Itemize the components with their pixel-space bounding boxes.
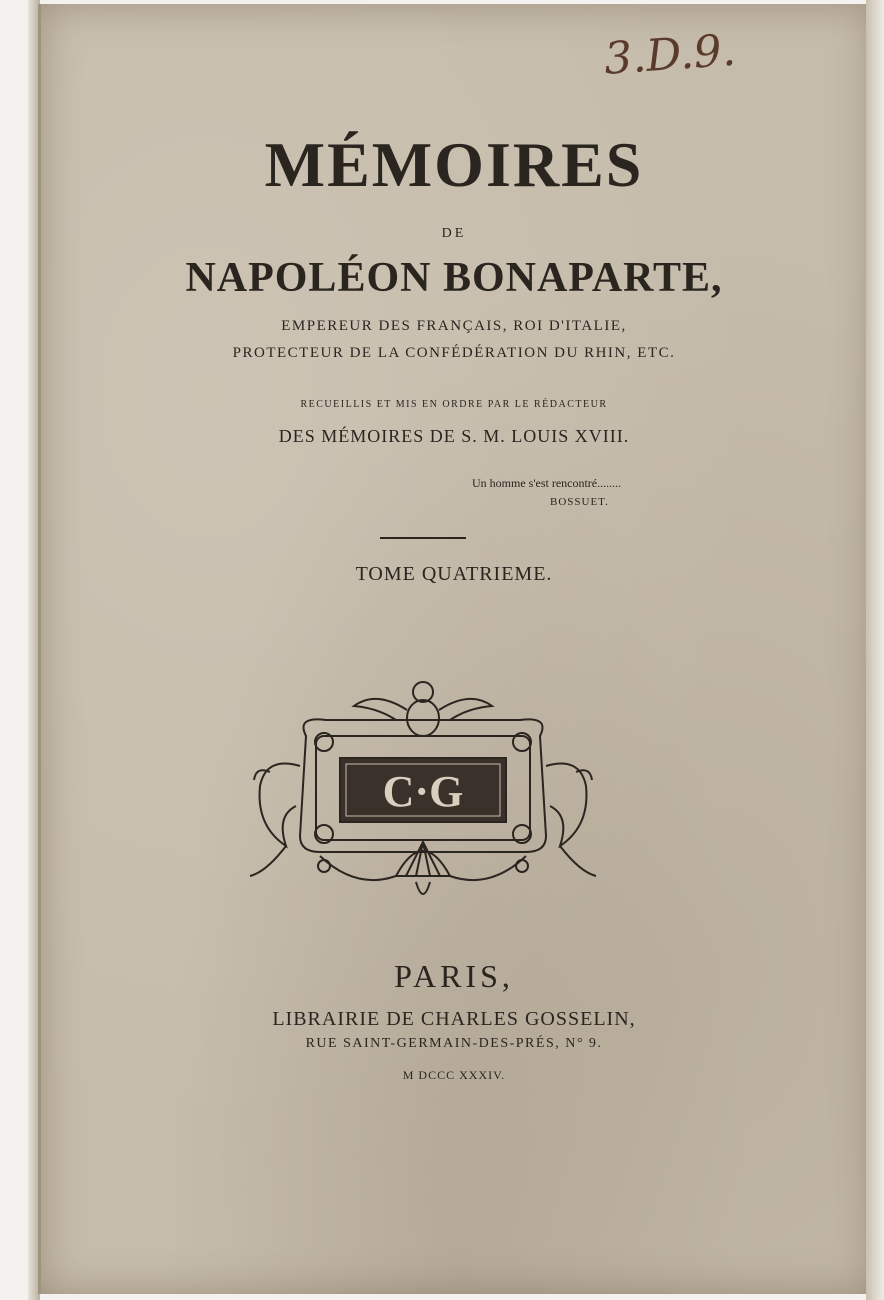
volume-label: TOME QUATRIEME. (355, 563, 553, 585)
divider-rule (380, 537, 466, 539)
epigraph-quote: Un homme s'est rencontré........ (472, 476, 622, 490)
editor-credit-line1: RECUEILLIS ET MIS EN ORDRE PAR LE RÉDACTEUR (300, 399, 608, 410)
author-name: NAPOLÉON BONAPARTE, (185, 255, 723, 301)
editor-credit-line2: DES MÉMOIRES DE S. M. LOUIS XVIII. (278, 426, 630, 446)
imprint-city: PARIS, (394, 958, 514, 994)
publisher-ornament (246, 676, 600, 912)
epigraph-author: BOSSUET. (550, 496, 609, 508)
imprint-address: RUE SAINT-GERMAIN-DES-PRÉS, N° 9. (305, 1036, 603, 1051)
handwritten-shelfmark: 3.D.9. (602, 24, 738, 85)
author-titles-line1: EMPEREUR DES FRANÇAIS, ROI D'ITALIE, (281, 318, 627, 334)
book-title: MÉMOIRES (264, 129, 644, 200)
author-titles-line2: PROTECTEUR DE LA CONFÉDÉRATION DU RHIN, ETC. (232, 345, 676, 361)
imprint-publisher: LIBRAIRIE DE CHARLES GOSSELIN, (272, 1008, 636, 1030)
imprint-year: M DCCC XXXIV. (402, 1068, 506, 1082)
title-connector: DE (441, 226, 467, 241)
ornament-monogram: C·G (382, 767, 464, 816)
